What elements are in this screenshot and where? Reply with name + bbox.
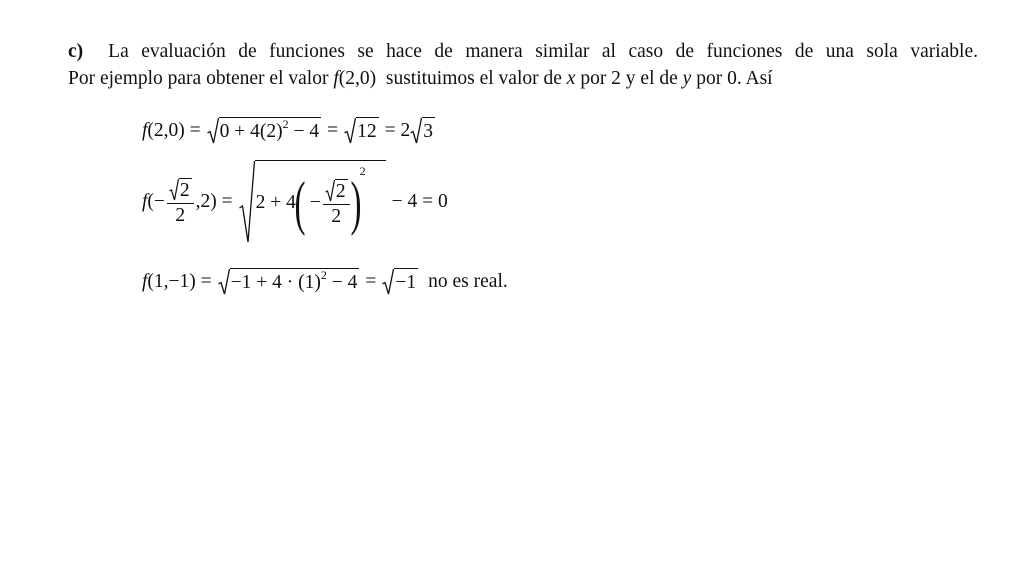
line2-text-d: por 0. Así (691, 68, 773, 89)
eq2-f: f (142, 191, 148, 212)
eq1-lhs-arg: (2,0) = (147, 120, 201, 141)
line2-arg: (2,0) (338, 68, 377, 89)
eq2-lhs-close: ,2) = (195, 191, 233, 212)
eq2-frac2-num: 2 (335, 180, 346, 202)
eq1-rad3-body: 3 (423, 121, 434, 142)
radical-sign-icon (169, 178, 179, 202)
left-paren-icon: ( (294, 170, 306, 236)
eq2-lhs-open: (− (147, 191, 165, 212)
eq3-radical-1 (218, 268, 360, 296)
eq2-big-radical (239, 160, 386, 244)
eq1-rad1-tail: − 4 (288, 121, 320, 142)
eq2-tail-visible: − 4 = 0 (391, 191, 448, 212)
paragraph-line-1 (68, 38, 978, 65)
intro-paragraph (68, 38, 978, 92)
eq3-rad1-exp: 2 (320, 267, 327, 282)
eq2-frac2-den: 2 (331, 205, 342, 227)
eq1-rad1-body: 0 + 4(2) (219, 121, 283, 142)
line2-x: x (566, 68, 576, 89)
eq2-fraction-2 (323, 179, 350, 228)
radical-sign-icon (207, 117, 219, 145)
eq1-f: f (142, 120, 148, 141)
radical-sign-icon (239, 160, 255, 244)
eq1-equals-2: = 2 (384, 120, 411, 141)
eq2-inner-a: 2 + 4 (255, 192, 296, 213)
radical-sign-icon (325, 179, 335, 203)
eq1-rad2-body: 12 (357, 121, 377, 142)
eq2-minus: − (309, 192, 321, 213)
equation-2 (142, 160, 448, 244)
eq3-f: f (142, 271, 148, 292)
eq2-frac2-radical (325, 179, 348, 203)
eq1-radical-1 (207, 117, 322, 145)
eq3-equals: = (365, 271, 377, 292)
eq1-radical-2 (344, 117, 379, 145)
equation-1 (142, 113, 435, 149)
radical-sign-icon (410, 117, 422, 145)
eq3-note: no es real. (428, 271, 508, 292)
radical-sign-icon (344, 117, 356, 145)
eq3-rad2-body: −1 (395, 272, 417, 293)
line2-text-a: Por ejemplo para obtener el valor (68, 68, 334, 89)
line2-text-b: sustituimos el valor de (376, 68, 567, 89)
eq2-exp: 2 (359, 164, 366, 178)
eq2-frac1-radical (169, 178, 192, 202)
eq2-fraction-1 (167, 178, 194, 227)
line2-y: y (682, 68, 692, 89)
equation-3 (142, 264, 508, 300)
radical-sign-icon (218, 268, 230, 296)
eq1-equals: = (327, 120, 339, 141)
eq3-rad1-body: −1 + 4 · (1) (230, 272, 321, 293)
eq3-radical-2 (382, 268, 418, 296)
paragraph-line-2 (68, 65, 978, 92)
item-label: c) (68, 41, 84, 62)
eq3-rad1-tail: − 4 (326, 272, 358, 293)
eq2-frac1-num: 2 (179, 179, 190, 201)
radical-sign-icon (382, 268, 394, 296)
line2-f: f (333, 68, 339, 89)
eq1-radical-3 (410, 117, 435, 145)
eq1-rad1-exp: 2 (282, 116, 289, 131)
line2-text-c: por 2 y el de (575, 68, 683, 89)
right-paren-icon: ) (350, 170, 362, 236)
eq2-frac1-den: 2 (175, 204, 186, 226)
eq3-lhs-arg: (1,−1) = (147, 271, 212, 292)
paragraph-line-1-text: La evaluación de funciones se hace de manera similar al caso de funciones de una sola variable. (108, 41, 978, 62)
